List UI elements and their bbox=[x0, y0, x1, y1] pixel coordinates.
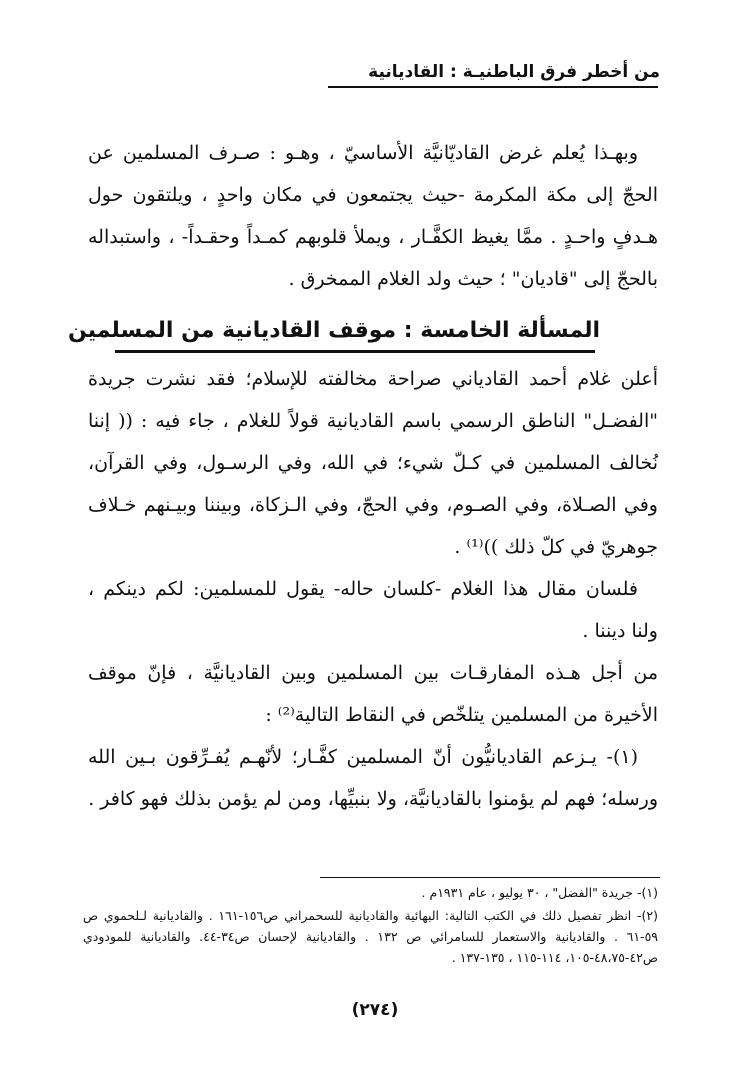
footnotes bbox=[83, 882, 658, 970]
running-header: من أخطر فرق الباطنيـة : القاديانية bbox=[368, 62, 660, 82]
footnote-1: (١)- جريدة "الفضل" ، ٣٠ يوليو ، عام ١٩٣١م . bbox=[421, 885, 658, 900]
paragraph-1: وبهـذا يُعلم غرض القاديّانيَّة الأساسيّ ، وهـو : صـرف المسلمين عن الحجّ إلى مكة المكرمة -حيث يجتمعون في مكان واحدٍ ، ويلتقون حول هـدفٍ واحـدٍ . ممَّا يغيظ الكفَّـار ، ويملأ قلوبهم كمـداً وحقـداً- ، واستبداله بالحجّ إلى "قاديان" ؛ حيث ولد الغلام الممخرق . bbox=[88, 142, 658, 290]
header-rule bbox=[328, 86, 658, 88]
page-number: (٢٧٤) bbox=[351, 1000, 399, 1020]
paragraph-4: من أجل هـذه المفارقـات بين المسلمين وبين القاديانيَّة ، فإنّ موقف الأخيرة من المسلمين يتلخّص في النقاط التالية⁽²⁾ : bbox=[88, 662, 658, 726]
footnote-2: (٢)- انظر تفصيل ذلك في الكتب التالية: البهائية والقاديانية للسحمراني ص١٥٦-١٦١ . والقاديانية لـلحموي ص ٥٩-٦١ . والقاديانية والاستعمار للسامرائي ص ١٣٢ . والقاديانية لإحسان ص٣٤-٤٤. والقاديانية للمودودي ص٤٢-٤٨،٧٥-١٠٥، ١١٤-١١٥ ، ١٣٥-١٣٧ . bbox=[83, 908, 658, 965]
heading-underline bbox=[115, 350, 595, 353]
body-block-1 bbox=[88, 132, 658, 300]
paragraph-5: (١)- يـزعم القاديانيُّون أنّ المسلمين كفَّـار؛ لأنّهـم يُفـرِّقون بـين الله ورسله؛ فهم لم يؤمنوا بالقاديانيَّة، ولا بنبيِّها، ومن لم يؤمن بذلك فهو كافر . bbox=[88, 746, 658, 810]
section-heading: المسألة الخامسة : موقف القاديانية من المسلمين bbox=[68, 318, 600, 343]
paragraph-2: أعلن غلام أحمد القادياني صراحة مخالفته للإسلام؛ فقد نشرت جريدة "الفضـل" الناطق الرسمي باسم القاديانية قولاً للغلام ، جاء فيه : (( إننا نُخالف المسلمين في كـلّ شيء؛ في الله، وفي الرسـول، وفي القرآن، وفي الصـلاة، وفي الصـوم، وفي الحجّ، وفي الـزكاة، وبيننا وبيـنهم خـلاف جوهريّ في كلّ ذلك ))⁽¹⁾ . bbox=[88, 368, 658, 558]
body-block-2 bbox=[88, 358, 658, 820]
paragraph-3: فلسان مقال هذا الغلام -كلسان حاله- يقول للمسلمين: لكم دينكم ، ولنا ديننا . bbox=[88, 578, 658, 642]
footnote-rule bbox=[320, 877, 660, 878]
